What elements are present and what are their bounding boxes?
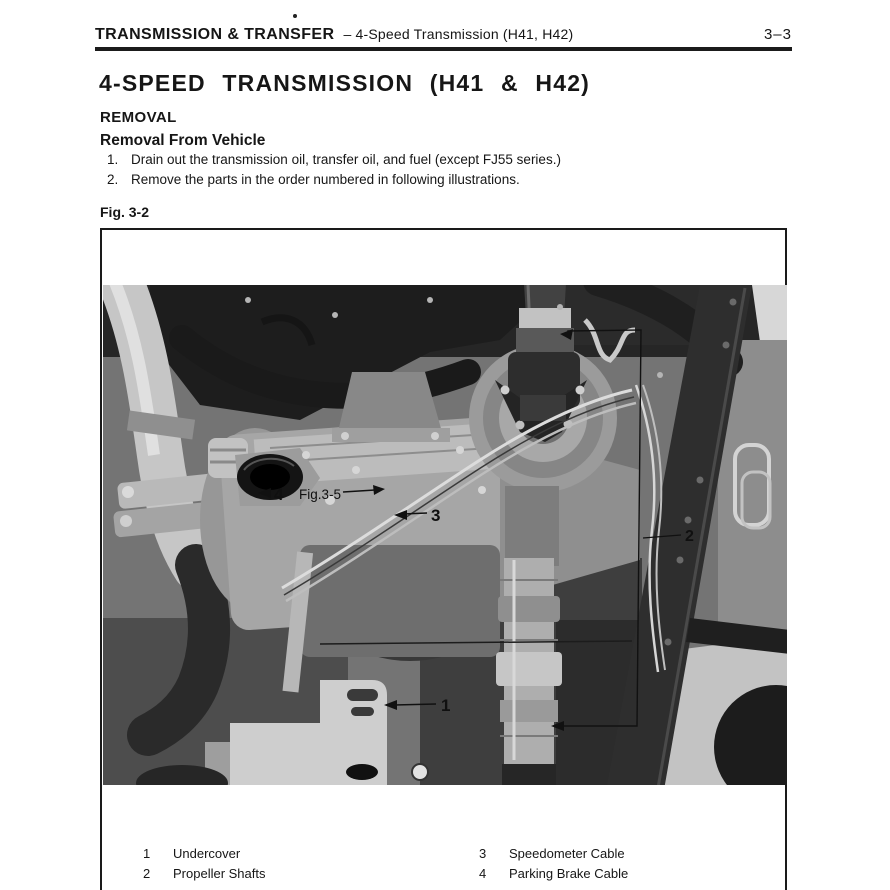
callout-4-label: 4 bbox=[274, 485, 284, 504]
step-1 bbox=[107, 152, 767, 167]
callout-3-label: 3 bbox=[431, 506, 441, 525]
legend-num: 3 bbox=[479, 846, 487, 861]
figure-photo bbox=[103, 285, 787, 785]
callout-2-label: 2 bbox=[685, 528, 694, 545]
legend-item-undercover bbox=[143, 846, 240, 861]
page-header bbox=[95, 26, 792, 44]
legend-item-parking-brake-cable bbox=[479, 866, 628, 881]
step-2 bbox=[107, 172, 767, 187]
legend-label: Speedometer Cable bbox=[509, 846, 625, 861]
step-2-number: 2. bbox=[107, 172, 119, 187]
header-section-title: TRANSMISSION & TRANSFER bbox=[95, 26, 335, 43]
callout-1-label: 1 bbox=[441, 696, 451, 715]
legend-label: Undercover bbox=[173, 846, 241, 861]
figure-frame bbox=[100, 228, 787, 890]
heading-removal-from-vehicle: Removal From Vehicle bbox=[100, 132, 266, 149]
photo-parking-brake-drum bbox=[496, 486, 562, 785]
heading-removal: REMOVAL bbox=[100, 109, 177, 126]
fig-ref-label: Fig.3-5 bbox=[299, 487, 342, 502]
legend-label: Parking Brake Cable bbox=[509, 866, 629, 881]
step-2-text: Remove the parts in the order numbered in following illustrations. bbox=[131, 172, 520, 187]
step-1-number: 1. bbox=[107, 152, 119, 167]
legend-num: 4 bbox=[479, 866, 487, 881]
page-title: 4-SPEED TRANSMISSION (H41 & H42) bbox=[99, 70, 591, 96]
scan-artifact-dot bbox=[293, 14, 297, 18]
figure-label: Fig. 3-2 bbox=[100, 204, 150, 220]
header-rule bbox=[95, 47, 792, 51]
legend-num: 1 bbox=[143, 846, 151, 861]
legend-num: 2 bbox=[143, 866, 151, 881]
page-number: 3–3 bbox=[763, 26, 792, 43]
step-1-text: Drain out the transmission oil, transfer oil, and fuel (except FJ55 series.) bbox=[131, 152, 561, 167]
legend-item-propeller-shafts bbox=[143, 866, 266, 881]
header-section-subtitle: – 4-Speed Transmission (H41, H42) bbox=[343, 26, 574, 42]
legend-label: Propeller Shafts bbox=[173, 866, 266, 881]
legend-item-speedometer-cable bbox=[479, 846, 625, 861]
